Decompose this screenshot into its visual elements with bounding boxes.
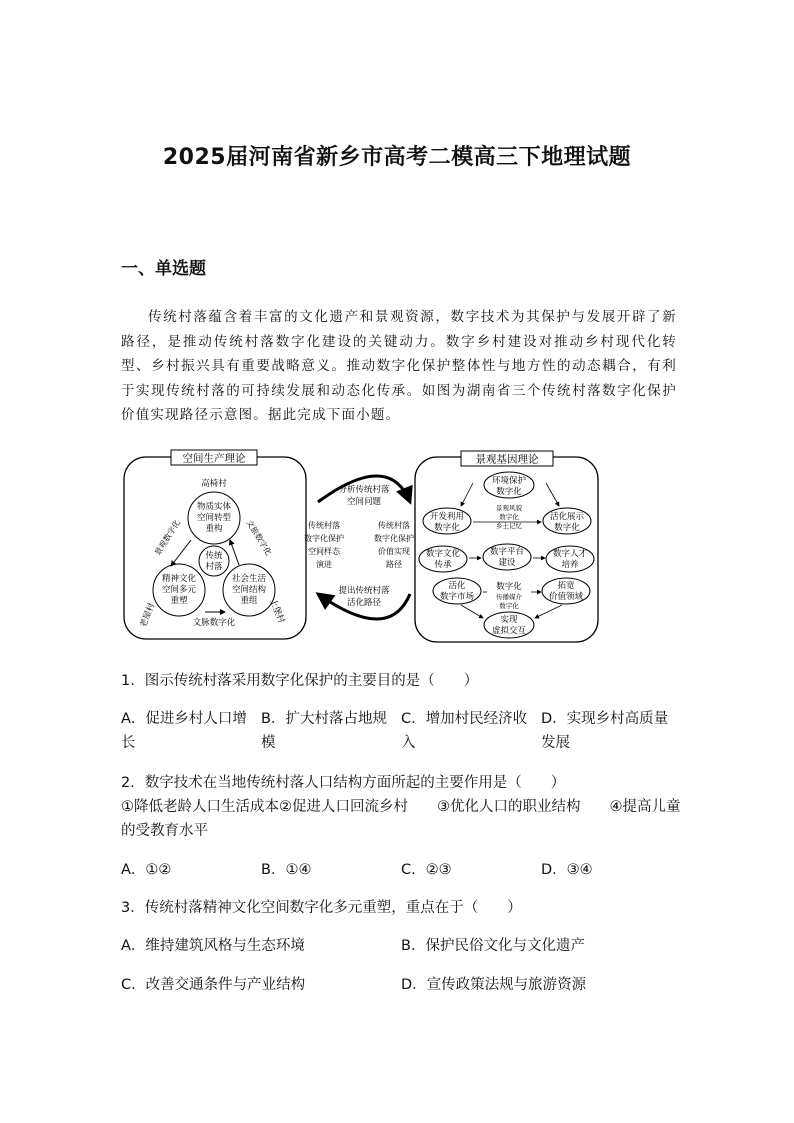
r-botr-l1: 拓宽	[557, 581, 575, 591]
question-3-stem: 3．传统村落精神文化空间数字化多元重塑，重点在于（ ）	[121, 900, 522, 916]
q2-option-a[interactable]: A．①②	[121, 862, 172, 878]
q2-option-c[interactable]: C．②③	[401, 862, 452, 878]
left-br-node-l3: 重组	[240, 596, 258, 606]
mid-left-l1: 传统村落	[308, 521, 340, 530]
r-botc-l1: 数字化	[496, 582, 522, 592]
r-right-l1: 活化展示	[549, 512, 585, 522]
page-title: 2025届河南省新乡市高考二模高三下地理试题	[162, 145, 632, 170]
right-panel-title: 景观基因理论	[475, 453, 539, 466]
mid-left-l4: 演进	[316, 560, 332, 569]
r-botr-l2: 价值领域	[548, 592, 584, 602]
left-bl-node-l3: 重塑	[170, 596, 188, 606]
q2-option-b[interactable]: B．①④	[261, 862, 312, 878]
q1-option-a[interactable]: A．促进乡村人口增长	[121, 711, 247, 751]
r-midr-l1: 数字人才	[552, 549, 588, 559]
r-midl-l1: 数字文化	[425, 549, 461, 559]
r-botl-l2: 数字市场	[439, 592, 475, 602]
r-midl-l2: 传承	[434, 560, 452, 570]
q1-option-d[interactable]: D．实现乡村高质量发展	[541, 711, 669, 751]
q1-option-b[interactable]: B．扩大村落占地规模	[261, 711, 387, 751]
left-top-label: 高椅村	[201, 479, 227, 489]
left-center-l1: 传统	[205, 551, 223, 561]
left-bl-node-l1: 精神文化	[161, 574, 197, 584]
left-label-left: 老屋村	[138, 601, 158, 630]
left-br-node-l2: 空间结构	[231, 585, 267, 595]
r-botc-small-l2: 数字化	[499, 602, 519, 610]
q1-option-c[interactable]: C．增加村民经济收入	[401, 711, 528, 751]
question-2-stem: 2．数字技术在当地传统村落人口结构方面所起的主要作用是（ ）	[121, 775, 566, 791]
r-botc-small-l1: 传播媒介	[496, 593, 522, 601]
intro-paragraph: 传统村落蕴含着丰富的文化遗产和景观资源，数字技术为其保护与发展开辟了新路径，是推动传统村落数字化建设的关键动力。数字乡村建设对推动乡村现代化转型、乡村振兴具有重要战略意义。推动数字化保护整体性与地方性的动态耦合，有利于实现传统村落的可持续发展和动态化传承。如图为湖南省三个传统村落数字化保护价值实现路径示意图。据此完成下面小题。	[121, 309, 677, 423]
section-heading: 一、单选题	[121, 259, 206, 279]
q3-option-b[interactable]: B．保护民俗文化与文化遗产	[401, 938, 585, 954]
r-midr-l2: 培养	[561, 560, 579, 570]
mid-left-l2: 数字化保护	[304, 534, 344, 543]
figure-diagram	[121, 448, 681, 644]
mid-right-l3: 价值实现	[378, 547, 410, 556]
r-bottom-l1: 实现	[500, 615, 518, 625]
q2-option-d[interactable]: D．③④	[541, 862, 593, 878]
mid-right-l2: 数字化保护	[374, 534, 414, 543]
question-2-choices: ①降低老龄人口生活成本②促进人口回流乡村 ③优化人口的职业结构 ④提高儿童的受教育水平	[121, 799, 681, 839]
mid-right-l4: 路径	[386, 560, 402, 569]
r-botl-l1: 活化	[448, 581, 466, 591]
r-top-l1: 环境保护	[491, 476, 527, 486]
mid-bottom-l2: 活化路径	[346, 598, 382, 608]
left-top-node-l1: 物质实体	[196, 502, 232, 512]
left-label-tl: 景观数字化	[153, 518, 182, 558]
left-top-node-l3: 重构	[205, 524, 223, 534]
question-2-options	[121, 858, 681, 882]
q3-option-c[interactable]: C．改善交通条件与产业结构	[121, 977, 306, 993]
left-br-node-l1: 社会生活	[231, 574, 267, 584]
r-center-small-l1: 景观风貌	[496, 504, 522, 512]
r-midc-l2: 建设	[498, 558, 516, 568]
mid-right-l1: 传统村落	[378, 521, 410, 530]
mid-top-l1: 分析传统村落	[338, 485, 390, 495]
r-bottom-l2: 虚拟交互	[491, 626, 527, 636]
left-label-tr: 文旅数字化	[244, 518, 274, 557]
left-bl-node-l2: 空间多元	[161, 585, 197, 595]
left-label-right: 上堡村	[267, 597, 287, 625]
mid-bottom-l1: 提出传统村落	[338, 586, 390, 596]
r-top-l2: 数字化	[496, 487, 522, 497]
mid-top-l2: 空间问题	[346, 497, 382, 507]
q3-option-a[interactable]: A．维持建筑风格与生态环境	[121, 938, 305, 954]
question-1-stem: 1．图示传统村落采用数字化保护的主要目的是（ ）	[121, 673, 479, 689]
q3-option-d[interactable]: D．宣传政策法规与旅游资源	[401, 977, 587, 993]
r-center-small-l3: 乡土记忆	[496, 522, 522, 530]
left-panel-title: 空间生产理论	[182, 452, 246, 465]
r-midc-l1: 数字平台	[489, 547, 525, 557]
question-3-options-row1	[121, 934, 681, 958]
r-right-l2: 数字化	[554, 523, 580, 533]
left-top-node-l2: 空间转型	[196, 513, 232, 523]
question-3-options-row2	[121, 973, 681, 997]
r-left-l2: 数字化	[434, 523, 460, 533]
mid-left-l3: 空间样态	[308, 547, 340, 556]
left-center-l2: 村落	[205, 562, 223, 572]
r-left-l1: 开发利用	[429, 512, 465, 522]
r-center-small-l2: 数字化	[499, 513, 519, 521]
left-label-bottom: 文脉数字化	[192, 618, 236, 628]
question-1-options	[121, 707, 681, 757]
